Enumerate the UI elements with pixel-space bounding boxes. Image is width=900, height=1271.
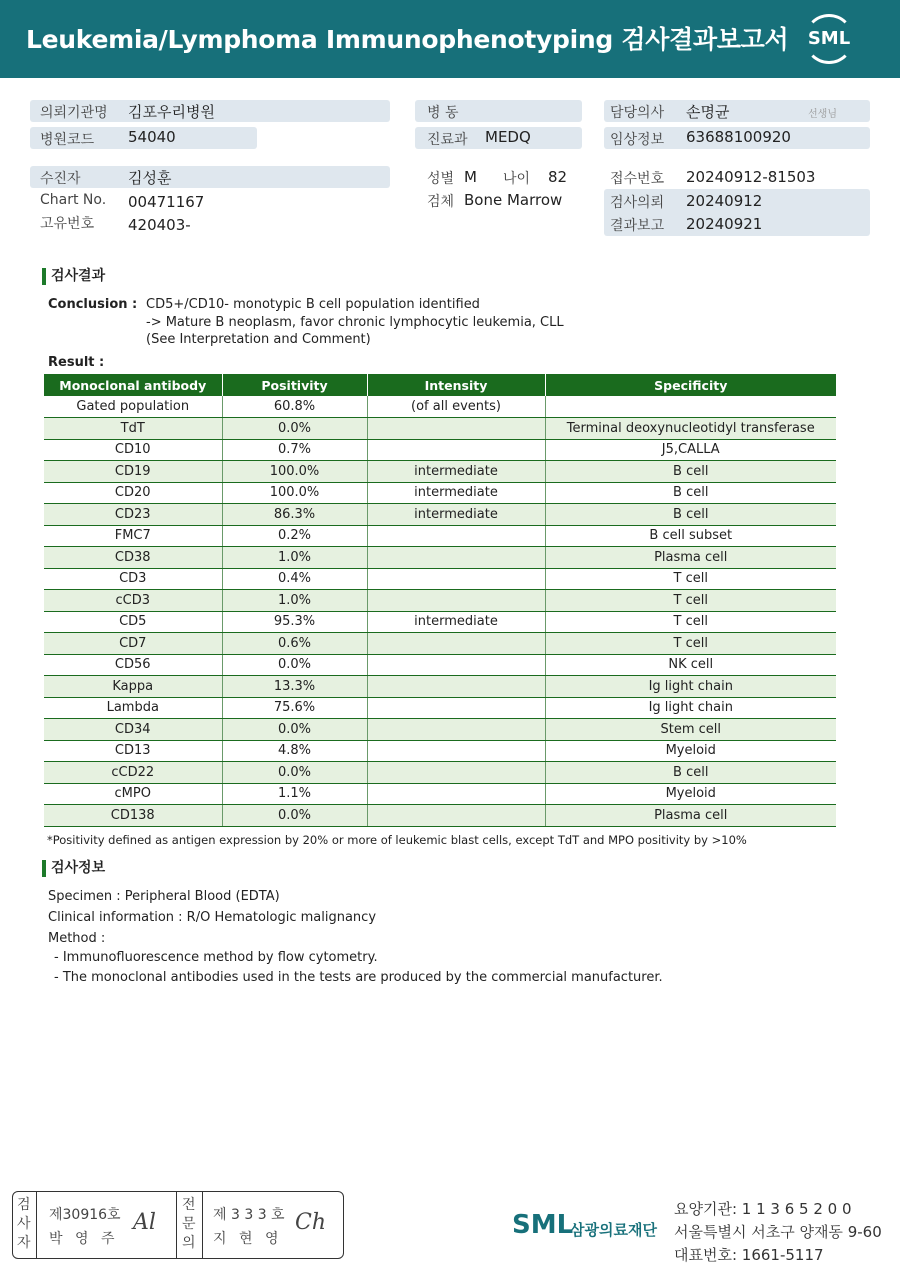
table-cell: intermediate	[367, 611, 545, 633]
table-cell: 0.0%	[222, 805, 367, 827]
table-row	[44, 740, 836, 762]
table-cell: (of all events)	[367, 396, 545, 418]
specialist-license: 제 3 3 3 호	[213, 1207, 285, 1223]
table-cell: TdT	[44, 418, 222, 440]
table-cell: intermediate	[367, 482, 545, 504]
request-label: 검사의뢰	[610, 195, 665, 211]
table-cell: 75.6%	[222, 697, 367, 719]
table-cell: 0.0%	[222, 762, 367, 784]
doctor-value: 손명균	[686, 103, 730, 121]
table-cell	[367, 740, 545, 762]
positivity-footnote: *Positivity defined as antigen expression by 20% or more of leukemic blast cells, except TdT and MPO positivity by >10%	[47, 833, 747, 847]
table-cell: 100.0%	[222, 461, 367, 483]
table-row	[44, 418, 836, 440]
table-cell: 0.0%	[222, 654, 367, 676]
dept-label: 진료과	[427, 132, 468, 148]
table-cell	[367, 654, 545, 676]
table-cell: CD20	[44, 482, 222, 504]
specimen-info: Specimen : Peripheral Blood (EDTA)	[48, 889, 280, 904]
conclusion-label: Conclusion :	[48, 297, 138, 312]
method-item: - The monoclonal antibodies used in the tests are produced by the commercial manufacturer.	[54, 970, 663, 985]
table-row	[44, 633, 836, 655]
results-table	[44, 374, 836, 827]
table-cell: Plasma cell	[545, 805, 836, 827]
patient-row	[30, 166, 390, 188]
sex-label: 성별	[427, 171, 455, 187]
table-row	[44, 805, 836, 827]
table-cell: B cell	[545, 482, 836, 504]
table-cell: cMPO	[44, 783, 222, 805]
table-cell: 1.0%	[222, 590, 367, 612]
clinical-label: 임상정보	[610, 132, 665, 148]
sex-value: M	[464, 168, 477, 186]
table-cell	[367, 697, 545, 719]
table-cell: T cell	[545, 633, 836, 655]
table-row	[44, 697, 836, 719]
table-cell: 95.3%	[222, 611, 367, 633]
dept-value: MEDQ	[485, 128, 531, 146]
conclusion-line: -> Mature B neoplasm, favor chronic lymphocytic leukemia, CLL	[146, 315, 564, 330]
table-cell	[367, 633, 545, 655]
sml-footer-logo: SML	[512, 1210, 574, 1240]
table-cell: Lambda	[44, 697, 222, 719]
id-value: 420403-	[128, 216, 191, 234]
table-cell: Stem cell	[545, 719, 836, 741]
table-cell	[367, 590, 545, 612]
table-row	[44, 590, 836, 612]
table-cell: 0.0%	[222, 418, 367, 440]
column-header: Monoclonal antibody	[44, 374, 222, 396]
receipt-label: 접수번호	[610, 171, 665, 187]
table-cell	[367, 676, 545, 698]
receipt-value: 20240912-81503	[686, 168, 816, 186]
hospital-code-value: 54040	[128, 128, 176, 146]
table-cell: intermediate	[367, 504, 545, 526]
clinical-value: 63688100920	[686, 128, 791, 146]
table-cell	[367, 805, 545, 827]
table-cell: CD38	[44, 547, 222, 569]
age-value: 82	[548, 168, 568, 186]
patient-value: 김성훈	[128, 169, 172, 187]
table-cell: 86.3%	[222, 504, 367, 526]
patient-label: 수진자	[40, 171, 81, 187]
org-name: 삼광의료재단	[570, 1221, 657, 1239]
report-header	[0, 0, 900, 78]
table-cell	[545, 396, 836, 418]
table-cell: 4.8%	[222, 740, 367, 762]
id-label: 고유번호	[40, 216, 95, 232]
table-cell: B cell	[545, 504, 836, 526]
table-cell: B cell subset	[545, 525, 836, 547]
table-cell: Kappa	[44, 676, 222, 698]
table-cell: CD138	[44, 805, 222, 827]
sml-logo: SML	[804, 14, 854, 64]
table-cell: cCD3	[44, 590, 222, 612]
table-row	[44, 461, 836, 483]
table-cell	[367, 439, 545, 461]
table-cell: Myeloid	[545, 740, 836, 762]
table-row	[44, 482, 836, 504]
results-section-title: 검사결과	[42, 268, 105, 285]
table-row	[44, 525, 836, 547]
specimen-label: 검체	[427, 194, 455, 210]
table-row	[44, 783, 836, 805]
table-cell: 60.8%	[222, 396, 367, 418]
conclusion-line: CD5+/CD10- monotypic B cell population identified	[146, 297, 480, 312]
table-cell: B cell	[545, 461, 836, 483]
table-row	[44, 611, 836, 633]
ward-label: 병 동	[427, 105, 459, 121]
specialist-label: 전문의	[182, 1197, 196, 1251]
table-row	[44, 676, 836, 698]
report-value: 20240921	[686, 215, 763, 233]
column-header: Positivity	[222, 374, 367, 396]
table-cell: 0.0%	[222, 719, 367, 741]
signature-box	[12, 1191, 344, 1259]
table-cell: FMC7	[44, 525, 222, 547]
hospital-code-label: 병원코드	[40, 132, 95, 148]
table-cell: Ig light chain	[545, 676, 836, 698]
examiner-signature: Al	[133, 1210, 156, 1235]
table-cell: CD7	[44, 633, 222, 655]
method-label: Method :	[48, 931, 106, 946]
table-cell: CD3	[44, 568, 222, 590]
table-row	[44, 719, 836, 741]
table-cell: CD10	[44, 439, 222, 461]
report-label: 결과보고	[610, 218, 665, 234]
column-header: Intensity	[367, 374, 545, 396]
table-cell: Gated population	[44, 396, 222, 418]
clinical-info: Clinical information : R/O Hematologic malignancy	[48, 910, 377, 925]
table-cell: 100.0%	[222, 482, 367, 504]
table-cell	[367, 418, 545, 440]
specialist-signature: Ch	[295, 1210, 327, 1235]
table-cell: B cell	[545, 762, 836, 784]
examiner-name: 박 영 주	[49, 1231, 119, 1247]
examiner-license: 제30916호	[49, 1207, 121, 1223]
table-cell: 1.0%	[222, 547, 367, 569]
table-cell	[367, 568, 545, 590]
table-cell: CD23	[44, 504, 222, 526]
table-cell: cCD22	[44, 762, 222, 784]
table-row	[44, 547, 836, 569]
column-header: Specificity	[545, 374, 836, 396]
table-row	[44, 504, 836, 526]
table-row	[44, 762, 836, 784]
table-cell: T cell	[545, 611, 836, 633]
table-cell: 0.4%	[222, 568, 367, 590]
table-cell	[367, 783, 545, 805]
doctor-label: 담당의사	[610, 105, 665, 121]
institution-label: 의뢰기관명	[40, 105, 108, 121]
table-cell: 0.7%	[222, 439, 367, 461]
specimen-value: Bone Marrow	[464, 191, 563, 209]
age-label: 나이	[503, 171, 531, 187]
table-cell: 13.3%	[222, 676, 367, 698]
table-cell	[367, 719, 545, 741]
table-row	[44, 568, 836, 590]
chart-label: Chart No.	[40, 192, 107, 208]
table-cell: J5,CALLA	[545, 439, 836, 461]
table-cell	[367, 762, 545, 784]
table-cell: T cell	[545, 590, 836, 612]
table-cell: CD19	[44, 461, 222, 483]
table-cell: CD5	[44, 611, 222, 633]
examiner-label: 검사자	[17, 1197, 31, 1251]
conclusion-line: (See Interpretation and Comment)	[146, 332, 371, 347]
table-cell	[367, 525, 545, 547]
table-cell: CD56	[44, 654, 222, 676]
chart-value: 00471167	[128, 193, 205, 211]
doctor-suffix: 선생님	[808, 109, 837, 120]
test-info-section-title: 검사정보	[42, 860, 105, 877]
table-cell: 0.6%	[222, 633, 367, 655]
table-cell: NK cell	[545, 654, 836, 676]
report-title: Leukemia/Lymphoma Immunophenotyping 검사결과보고서	[26, 25, 789, 54]
table-cell: Plasma cell	[545, 547, 836, 569]
table-cell: CD13	[44, 740, 222, 762]
table-cell: Ig light chain	[545, 697, 836, 719]
table-cell: 0.2%	[222, 525, 367, 547]
table-cell: Terminal deoxynucleotidyl transferase	[545, 418, 836, 440]
org-phone: 대표번호: 1661-5117	[674, 1246, 824, 1264]
table-cell: CD34	[44, 719, 222, 741]
method-item: - Immunofluorescence method by flow cytometry.	[54, 950, 378, 965]
table-cell: Myeloid	[545, 783, 836, 805]
table-row	[44, 654, 836, 676]
table-row	[44, 396, 836, 418]
table-cell	[367, 547, 545, 569]
institution-value: 김포우리병원	[128, 103, 215, 121]
table-cell: 1.1%	[222, 783, 367, 805]
table-cell: intermediate	[367, 461, 545, 483]
org-address: 서울특별시 서초구 양재동 9-60	[674, 1223, 882, 1241]
institution-code: 요양기관: 1 1 3 6 5 2 0 0	[674, 1200, 852, 1218]
table-row	[44, 439, 836, 461]
result-label: Result :	[48, 355, 105, 370]
specialist-name: 지 현 영	[213, 1231, 283, 1247]
table-cell: T cell	[545, 568, 836, 590]
request-value: 20240912	[686, 192, 763, 210]
